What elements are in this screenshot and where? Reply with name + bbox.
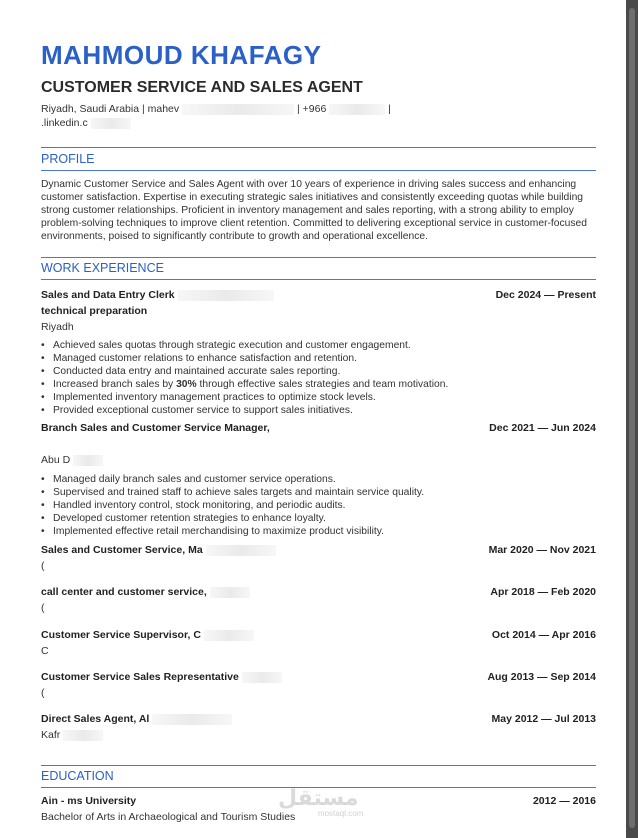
education-degree: Bachelor of Arts in Archaeological and Tourism Studies (41, 811, 296, 823)
job-title (41, 671, 282, 683)
job-title (41, 713, 232, 725)
candidate-name: MAHMOUD KHAFAGY (41, 40, 322, 70)
job-title-text: Customer Service Sales Representative (41, 671, 239, 683)
contact-linkedin: .linkedin.c (41, 117, 88, 129)
redacted-block (73, 455, 103, 466)
job-date: Oct 2014 — Apr 2016 (491, 629, 596, 641)
watermark-logo: مستقل (278, 786, 359, 811)
education-school: Ain - ms University (41, 795, 137, 807)
job-location: Riyadh (41, 321, 74, 333)
section-title-profile: PROFILE (41, 152, 95, 166)
section-rule (41, 170, 596, 171)
list-item: • Managed daily branch sales and customer service operations. (41, 474, 597, 487)
job-title-text: Customer Service Supervisor, C (41, 629, 201, 641)
job-title: Branch Sales and Customer Service Manager, (41, 422, 270, 434)
contact-line-1 (41, 103, 391, 115)
job-title (41, 629, 254, 641)
list-item: • Handled inventory control, stock monitoring, and periodic audits. (41, 500, 597, 513)
job-bullets (41, 474, 597, 539)
list-item: • Achieved sales quotas through strategic execution and customer engagement. (41, 340, 597, 353)
redacted-block (152, 714, 232, 725)
scrollbar-thumb[interactable] (629, 8, 635, 828)
list-item: • Implemented effective retail merchandising to maximize product visibility. (41, 526, 597, 539)
redacted-block (210, 587, 250, 598)
section-rule (41, 765, 596, 766)
job-title (41, 289, 274, 301)
section-rule (41, 279, 596, 280)
list-item: • Provided exceptional customer service to support sales initiatives. (41, 405, 597, 418)
job-location: C (41, 645, 49, 657)
education-date: 2012 — 2016 (532, 795, 596, 807)
watermark-url: mostaql.com (318, 809, 364, 818)
job-title (41, 586, 250, 598)
job-location: ( (41, 687, 45, 699)
list-item: • Implemented inventory management practices to optimize stock levels. (41, 392, 597, 405)
job-location-text: Abu D (41, 454, 71, 466)
list-item: • Conducted data entry and maintained accurate sales reporting. (41, 366, 597, 379)
contact-location-email: Riyadh, Saudi Arabia | mahev (41, 103, 180, 115)
section-title-education: EDUCATION (41, 769, 114, 783)
job-date: Dec 2024 — Present (495, 289, 596, 301)
contact-phone: | +966 (296, 103, 327, 115)
job-title (41, 544, 276, 556)
redacted-block (182, 104, 294, 115)
bullet-text: Increased branch sales by (53, 378, 177, 390)
redacted-block (204, 630, 254, 641)
section-rule (41, 147, 596, 148)
job-date: Apr 2018 — Feb 2020 (490, 586, 596, 598)
job-title-text: Sales and Data Entry Clerk (41, 289, 175, 301)
job-date: Dec 2021 — Jun 2024 (489, 422, 596, 434)
bullet-text: through effective sales strategies and team motivation. (196, 378, 449, 390)
job-location (41, 454, 103, 466)
job-location (41, 729, 103, 741)
redacted-block (329, 104, 385, 115)
job-location-text: Kafr (41, 729, 61, 741)
job-date: May 2012 — Jul 2013 (491, 713, 596, 725)
list-item: • Managed customer relations to enhance satisfaction and retention. (41, 353, 597, 366)
vertical-scrollbar[interactable] (626, 0, 638, 838)
bullet-highlight: 30% (176, 378, 197, 390)
job-location: ( (41, 602, 45, 614)
redacted-block (242, 672, 282, 683)
job-date: Aug 2013 — Sep 2014 (487, 671, 596, 683)
section-title-work: WORK EXPERIENCE (41, 261, 164, 275)
redacted-block (63, 730, 103, 741)
redacted-block (178, 290, 274, 301)
list-item: • Developed customer retention strategies to enhance loyalty. (41, 513, 597, 526)
job-bullets (41, 340, 597, 417)
contact-separator: | (388, 103, 391, 115)
job-title-text: call center and customer service, (41, 586, 207, 598)
job-title-text: Direct Sales Agent, Al (41, 713, 150, 725)
job-location: ( (41, 560, 45, 572)
candidate-role: CUSTOMER SERVICE AND SALES AGENT (41, 79, 363, 96)
list-item: • Supervised and trained staff to achieve sales targets and maintain service quality. (41, 487, 597, 500)
profile-summary: Dynamic Customer Service and Sales Agent with over 10 years of experience in driving sales success and enhancing customer satisfaction. Expertise in executing strategic sales initiatives and consistently exceeding quotas while building strong customer relationships. Proficient in inventory management and sales reporting, with a strong ability to employ problem-solving techniques to improve client retention. Committed to delivering exceptional service in customer-focused environments, poised to significantly contribute to growth and operational excellence. (41, 179, 587, 242)
job-date: Mar 2020 — Nov 2021 (488, 544, 596, 556)
redacted-block (91, 118, 131, 129)
section-rule (41, 257, 596, 258)
redacted-block (206, 545, 276, 556)
job-title-line-2: technical preparation (41, 305, 148, 317)
list-item (41, 379, 597, 392)
job-title-text: Sales and Customer Service, Ma (41, 544, 203, 556)
contact-line-2 (41, 117, 131, 129)
